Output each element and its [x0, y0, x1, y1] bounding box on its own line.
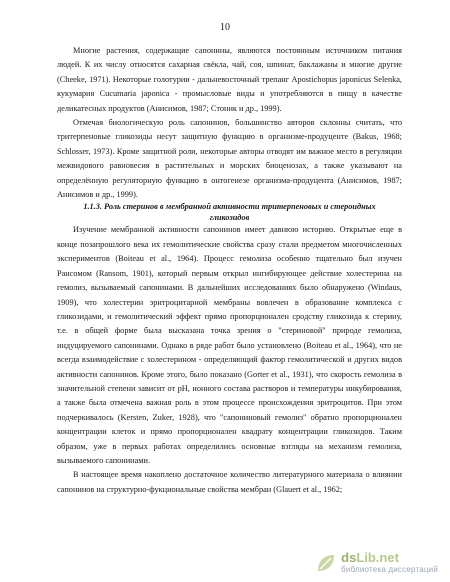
- dslib-watermark: [315, 551, 438, 574]
- watermark-text: [341, 551, 438, 574]
- section-heading: 1.1.3. Роль стеринов в мембранной активности тритерпеновых и стероидных гликозидов: [83, 202, 376, 222]
- watermark-subtitle: библиотека диссертаций: [341, 565, 438, 574]
- paragraph-biological-role: Отмечая биологическую роль сапонинов, большинство авторов склонны считать, что тритерпеновые гликозиды несут защитную функцию в организме-продуценте (Bakus, 1968; Schlosser, 1973). Кроме защитной роли, некоторые авторы отводят им важное место в регуляции межвидового равновесия в растительных и морских биоценозах, а также указывают на определённую регуляторную функцию в онтогенезе организма-продуцента (Анисимов, 1987; Анисимов и др., 1999).: [57, 118, 402, 200]
- page-number: 10: [220, 22, 230, 33]
- leaf-logo-icon: [315, 552, 337, 574]
- paragraph-membrane-activity: Изучение мембранной активности сапонинов имеет давнюю историю. Открытые еще в конце позапрошлого века их гемолитические свойства сразу стали предметом многочисленных экспериментов (Boiteau et al., 1964). Процесс гемолиза особенно тщательно был изучен Рансомом (Ransom, 1901), который первым открыл ингибирующее действие холестерина на гемолиз, вызываемый сапонинами. В дальнейших исследованиях было обнаружено (Windaus, 1909), что холестерин эритроцитарной мембраны вовлечен в образование комплекса с гликозидами, и гемолитический эффект прямо пропорционален сродству гликозида к стерину, т.е. в общей форме была высказана точка зрения о "стериновой" природе гемолиза, индуцируемого сапонинами. Однако в ряде работ было установлено (Boiteau et al., 1964), что не всегда взаимодействие с холестерином - определяющий фактор гемолитической и других видов активности сапонинов. Кроме этого, было показано (Gorter et al., 1931), что скорость гемолиза в значительной степени зависит от pH, ионного состава растворов и температуры инкубирования, а также была отмечена важная роль в этом процессе происхождения эритроцитов. При этом подчеркивалось (Kersten, Zuker, 1928), что "сапониновый гемолиз" обратно пропорционален концентрации клеток и прямо пропорционален квадрату концентрации гликозидов. Таким образом, уже в первых работах определились основные взгляды на механизм гемолиза, вызываемого сапонинами.: [57, 225, 402, 465]
- document-body: [57, 44, 402, 497]
- watermark-brand: dsLib.net: [341, 550, 399, 565]
- paragraph-edible-saponins: Многие растения, содержащие сапонины, являются постоянным источником питания людей. К их числу относятся сахарная свёкла, чай, соя, шпинат, баклажаны и многие другие (Cheeke, 1971). Некоторые голотурии - дальневосточный трепанг Apostichopus japonicus Selenka, кукумария Cucumaria japonica - промысловые виды и употребляются в пищу в качестве деликатесных продуктов (Анисимов, 1987; Стоник и др., 1999).: [57, 46, 402, 113]
- paragraph-current-literature: В настоящее время накоплено достаточное количество литературного материала о влиянии сапонинов на структурно-фукциональные свойства мембран (Glauert et al., 1962;: [57, 470, 402, 494]
